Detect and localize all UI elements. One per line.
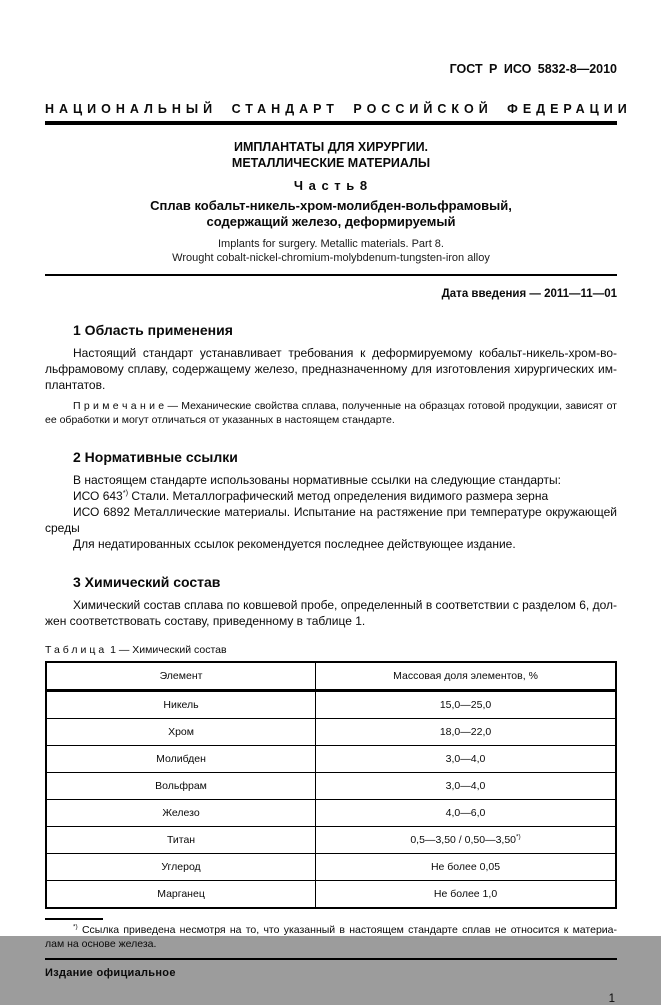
- fraction-cell: 3,0—4,0: [316, 773, 616, 800]
- table-head: [46, 662, 616, 691]
- fraction-cell: 3,0—4,0: [316, 746, 616, 773]
- fraction-cell: Не более 0,05: [316, 854, 616, 881]
- text-line: Для недатированных ссылок рекомендуется последнее действующее издание.: [73, 537, 516, 551]
- text-line: Настоящий стандарт устанавливает требования к деформируемому кобальт-никель-хром-во-: [73, 346, 617, 360]
- table-header-fraction: Массовая доля элементов, %: [316, 662, 616, 691]
- section-1-note: [45, 399, 617, 427]
- standard-banner: НАЦИОНАЛЬНЫЙ СТАНДАРТ РОССИЙСКОЙ ФЕДЕРАЦИИ: [45, 102, 632, 116]
- table-caption-rest: 1 — Химический состав: [110, 644, 227, 656]
- section-3-heading: 3 Химический состав: [73, 574, 221, 590]
- table-header-row: [46, 662, 616, 691]
- title-ru: [45, 139, 617, 171]
- effective-date: Дата введения — 2011—11—01: [441, 288, 617, 300]
- fraction-cell: 15,0—25,0: [316, 691, 616, 719]
- text-line: П р и м е ч а н и е — Механические свойства сплава, полученные на образцах готовой продукции, зависят от: [73, 400, 617, 412]
- table-body: [46, 691, 616, 909]
- fraction-cell: Не более 1,0: [316, 881, 616, 909]
- official-edition-label: Издание официальное: [45, 967, 176, 979]
- text-line: лам на основе железа.: [45, 937, 157, 950]
- text-line: Химический состав сплава по ковшевой пробе, определенный в соответствии с разделом 6, дол-: [73, 598, 617, 612]
- text-line: ИСО 643*) Стали. Металлографический метод определения видимого размера зерна: [73, 488, 549, 503]
- section-3-paragraph: [45, 597, 617, 629]
- table-row: [46, 800, 616, 827]
- table-row: [46, 773, 616, 800]
- chemical-composition-table: [45, 661, 617, 909]
- element-cell: Хром: [46, 719, 316, 746]
- section-2-lines: [45, 472, 617, 552]
- subtitle-ru: [45, 198, 617, 230]
- text-line: *) Ссылка приведена несмотря на то, что указанный в настоящем стандарте сплав не относится к материа-: [73, 923, 617, 936]
- title-en-line2: Wrought cobalt-nickel-chromium-molybdenum-tungsten-iron alloy: [172, 252, 490, 264]
- table-caption-label: Таблица: [45, 644, 108, 656]
- title-rule: [45, 274, 617, 276]
- footnote-lines: [45, 923, 617, 951]
- header-rule: [45, 121, 617, 125]
- table-row: [46, 746, 616, 773]
- text-line: плантатов.: [45, 378, 106, 392]
- element-cell: Марганец: [46, 881, 316, 909]
- footnote-rule: [45, 918, 103, 920]
- table-row: [46, 719, 616, 746]
- title-en-line1: Implants for surgery. Metallic materials. Part 8.: [218, 238, 444, 250]
- subtitle-line1: Сплав кобальт-никель-хром-молибден-вольфрамовый,: [150, 198, 512, 213]
- text-line: жен соответствовать составу, приведенному в таблице 1.: [45, 614, 366, 628]
- footer-rule: [45, 958, 617, 961]
- element-cell: Титан: [46, 827, 316, 854]
- text-line: ее обработки и могут отличаться от указанных в настоящем стандарте.: [45, 414, 395, 426]
- table-row: [46, 881, 616, 909]
- table-row: [46, 854, 616, 881]
- element-cell: Углерод: [46, 854, 316, 881]
- section-1-paragraph: [45, 345, 617, 393]
- footnote: [45, 918, 617, 951]
- text-line: среды: [45, 521, 80, 535]
- table-caption: [45, 644, 617, 656]
- element-cell: Никель: [46, 691, 316, 719]
- part-label: Ч а с т ь 8: [293, 178, 369, 193]
- fraction-cell: 0,5—3,50 / 0,50—3,50*): [316, 827, 616, 854]
- page-number: 1: [608, 993, 615, 1005]
- title-ru-line2: МЕТАЛЛИЧЕСКИЕ МАТЕРИАЛЫ: [231, 156, 431, 170]
- title-ru-line1: ИМПЛАНТАТЫ ДЛЯ ХИРУРГИИ.: [233, 140, 429, 154]
- table-row: [46, 691, 616, 719]
- fraction-cell: 18,0—22,0: [316, 719, 616, 746]
- section-1-heading: 1 Область применения: [73, 322, 233, 338]
- element-cell: Молибден: [46, 746, 316, 773]
- doc-code: ГОСТ Р ИСО 5832-8—2010: [449, 62, 617, 76]
- title-en: [45, 237, 617, 265]
- text-line: В настоящем стандарте использованы нормативные ссылки на следующие стандарты:: [73, 473, 561, 487]
- table-header-element: Элемент: [46, 662, 316, 691]
- element-cell: Вольфрам: [46, 773, 316, 800]
- subtitle-line2: содержащий железо, деформируемый: [206, 214, 456, 229]
- text-line: льфрамовому сплаву, содержащему железо, предназначенному для изготовления хирургических им-: [45, 362, 617, 376]
- text-line: ИСО 6892 Металлические материалы. Испытание на растяжение при температуре окружающей: [73, 505, 617, 519]
- table-row: [46, 827, 616, 854]
- fraction-cell: 4,0—6,0: [316, 800, 616, 827]
- section-2-heading: 2 Нормативные ссылки: [73, 449, 238, 465]
- element-cell: Железо: [46, 800, 316, 827]
